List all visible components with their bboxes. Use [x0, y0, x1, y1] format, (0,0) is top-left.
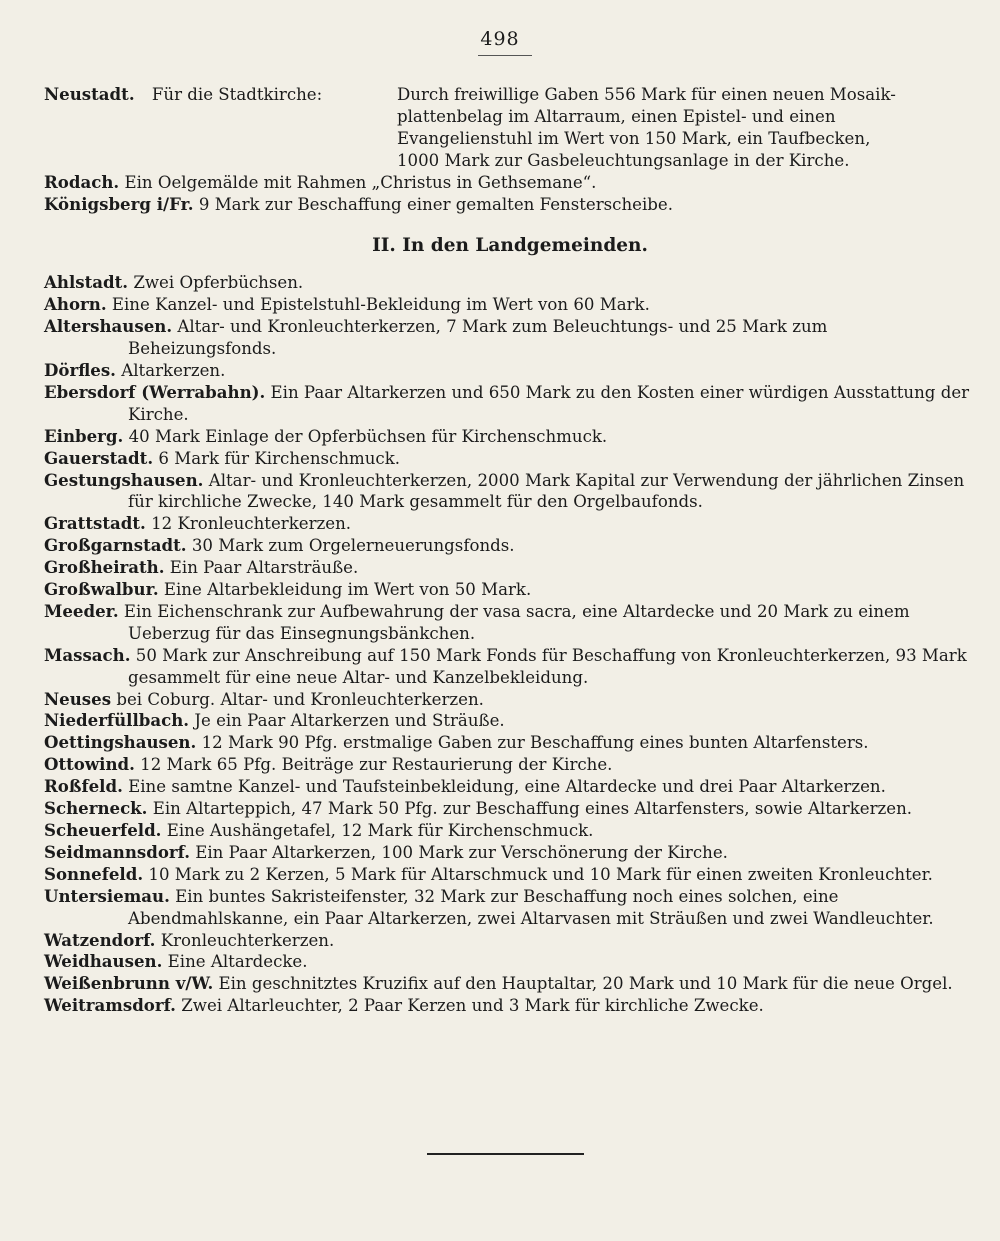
entry-text: Eine Kanzel- und Epistelstuhl-Bekleidung im Wert von 60 Mark. [111, 295, 650, 315]
list-item [44, 995, 976, 1017]
list-item [44, 754, 976, 776]
entry-text: 12 Mark 65 Pfg. Beiträge zur Restaurierung der Kirche. [140, 755, 613, 775]
entry-text: Ein Paar Altarkerzen, 100 Mark zur Verschönerung der Kirche. [195, 842, 728, 862]
entry-name: Ebersdorf (Werrabahn). [44, 381, 266, 402]
entry-name: Oettingshausen. [44, 732, 197, 753]
entry-name: Scheuerfeld. [44, 820, 162, 840]
list-item [44, 645, 976, 689]
document-body [44, 84, 976, 1017]
entry-name: Grattstadt. [44, 513, 146, 534]
entry-koenigsberg [44, 194, 976, 216]
list-item [44, 930, 976, 952]
list-item [44, 864, 976, 886]
list-item [44, 601, 976, 645]
page-number: 498 [480, 28, 520, 50]
entry-name: Königsberg i/Fr. [44, 193, 194, 214]
entry-name: Ottowind. [44, 754, 135, 775]
entry-text: Ein Oelgemälde mit Rahmen „Christus in Gethsemane“. [124, 172, 597, 192]
entry-name: Rodach. [44, 171, 120, 192]
list-item [44, 798, 976, 820]
entry-neustadt [44, 84, 976, 172]
list-item [44, 382, 976, 426]
entry-text: 9 Mark zur Beschaffung einer gemalten Fensterscheibe. [198, 194, 673, 214]
entry-text: Altar- und Kronleuchterkerzen, 2000 Mark Kapital zur Verwendung der jährlichen Zinsen für kirchliche Zwecke, 140 Mark gesammelt für den Orgelbaufonds. [128, 470, 965, 512]
entry-text: Kronleuchterkerzen. [160, 930, 335, 950]
entry-text: bei Coburg. Altar- und Kronleuchterkerzen. [116, 689, 484, 709]
entry-name: Weidhausen. [44, 951, 163, 972]
entry-name: Roßfeld. [44, 776, 123, 797]
entry-text: Eine Altarbekleidung im Wert von 50 Mark. [163, 580, 532, 600]
entry-text: Altar- und Kronleuchterkerzen, 7 Mark zum Beleuchtungs- und 25 Mark zum Beheizungsfonds. [128, 317, 828, 359]
entry-text: Ein Eichenschrank zur Aufbewahrung der vasa sacra, eine Altardecke und 20 Mark zu einem Ueberzug für das Einsegnungsbänkchen. [123, 601, 910, 643]
entry-text: 12 Mark 90 Pfg. erstmalige Gaben zur Beschaffung eines bunten Altarfensters. [201, 733, 869, 753]
list-item [44, 579, 976, 601]
entry-label: Für die Stadtkirche: [151, 85, 323, 104]
list-item [44, 426, 976, 448]
entry-name: Untersiemau. [44, 885, 170, 906]
entry-text: Je ein Paar Altarkerzen und Sträuße. [194, 711, 505, 731]
entry-text: Ein Paar Altarkerzen und 650 Mark zu den Kosten einer würdigen Ausstattung der Kirche. [128, 382, 970, 424]
entry-name: Gestungshausen. [44, 469, 204, 490]
entry-text: Zwei Altarleuchter, 2 Paar Kerzen und 3 Mark für kirchliche Zwecke. [181, 996, 764, 1016]
entry-text: Ein geschnitztes Kruzifix auf den Hauptaltar, 20 Mark und 10 Mark für die neue Orgel. [218, 974, 953, 994]
land-entries-list [44, 272, 976, 1017]
entry-name: Dörfles. [44, 359, 116, 380]
entry-line: Durch freiwillige Gaben 556 Mark für einen neuen Mosaik- [397, 85, 896, 104]
entry-name: Ahlstadt. [44, 272, 129, 293]
entry-text: 10 Mark zu 2 Kerzen, 5 Mark für Altarschmuck und 10 Mark für einen zweiten Kronleuchter. [148, 864, 933, 884]
entry-text: Eine samtne Kanzel- und Taufsteinbekleidung, eine Altardecke und drei Paar Altarkerzen. [128, 777, 886, 797]
entry-name: Seidmannsdorf. [44, 841, 190, 862]
entry-name: Großgarnstadt. [44, 535, 187, 556]
list-item [44, 535, 976, 557]
entry-name: Großwalbur. [44, 579, 159, 600]
entry-text: 12 Kronleuchterkerzen. [151, 514, 352, 534]
list-item [44, 732, 976, 754]
entry-name: Großheirath. [44, 557, 165, 578]
entry-name: Neuses [44, 688, 112, 709]
entry-name: Weißenbrunn v/W. [44, 973, 214, 994]
entry-text: Ein Altarteppich, 47 Mark 50 Pfg. zur Beschaffung eines Altarfensters, sowie Altarkerzen. [152, 799, 913, 819]
entry-name: Neustadt. [44, 84, 135, 104]
entry-name: Ahorn. [44, 294, 107, 315]
list-item [44, 842, 976, 864]
entry-name: Massach. [44, 644, 131, 665]
entry-rodach [44, 172, 976, 194]
list-item [44, 973, 976, 995]
entry-text: Ein buntes Sakristeifenster, 32 Mark zur Beschaffung noch eines solchen, eine Abendmahlskanne, ein Paar Altarkerzen, zwei Altarvasen mit Sträußen und zwei Wandleuchter. [128, 886, 934, 928]
list-item [44, 272, 976, 294]
list-item [44, 820, 976, 842]
list-item [44, 689, 976, 711]
entry-text [397, 84, 976, 172]
entry-name: Watzendorf. [44, 929, 156, 950]
entry-text: Ein Paar Altarsträuße. [169, 558, 359, 578]
entry-text: Altarkerzen. [121, 360, 226, 380]
entry-text: Eine Altardecke. [167, 952, 308, 972]
list-item [44, 710, 976, 732]
list-item [44, 294, 976, 316]
list-item [44, 557, 976, 579]
list-item [44, 776, 976, 798]
entry-text: Eine Aushängetafel, 12 Mark für Kirchenschmuck. [166, 821, 594, 840]
entry-line: Evangelienstuhl im Wert von 150 Mark, ein Taufbecken, [397, 128, 871, 148]
entry-name: Weitramsdorf. [44, 995, 176, 1016]
entry-name: Einberg. [44, 425, 124, 446]
list-item [44, 316, 976, 360]
entry-name: Gauerstadt. [44, 447, 154, 468]
entry-name: Meeder. [44, 600, 119, 621]
entry-name: Sonnefeld. [44, 863, 144, 884]
entry-line: plattenbelag im Altarraum, einen Epistel- und einen [397, 106, 836, 126]
list-item [44, 951, 976, 973]
list-item [44, 513, 976, 535]
entry-line: 1000 Mark zur Gasbeleuchtungsanlage in der Kirche. [397, 150, 850, 170]
list-item [44, 470, 976, 514]
entry-text: 50 Mark zur Anschreibung auf 150 Mark Fonds für Beschaffung von Kronleuchterkerzen, 93 Mark gesammelt für eine neue Altar- und Kanzelbekleidung. [128, 645, 967, 687]
end-rule [427, 1153, 584, 1155]
list-item [44, 448, 976, 470]
list-item [44, 360, 976, 382]
section-title: II. In den Landgemeinden. [372, 235, 648, 257]
entry-name: Altershausen. [44, 316, 173, 337]
entry-text: 30 Mark zum Orgelerneuerungsfonds. [191, 536, 515, 556]
entry-text: 6 Mark für Kirchenschmuck. [158, 448, 401, 468]
entry-text: Zwei Opferbüchsen. [133, 273, 304, 293]
entry-name: Niederfüllbach. [44, 710, 190, 731]
entry-text: 40 Mark Einlage der Opferbüchsen für Kirchenschmuck. [128, 426, 608, 446]
entry-name: Scherneck. [44, 798, 148, 819]
list-item [44, 886, 976, 930]
page-number-rule [478, 55, 532, 56]
